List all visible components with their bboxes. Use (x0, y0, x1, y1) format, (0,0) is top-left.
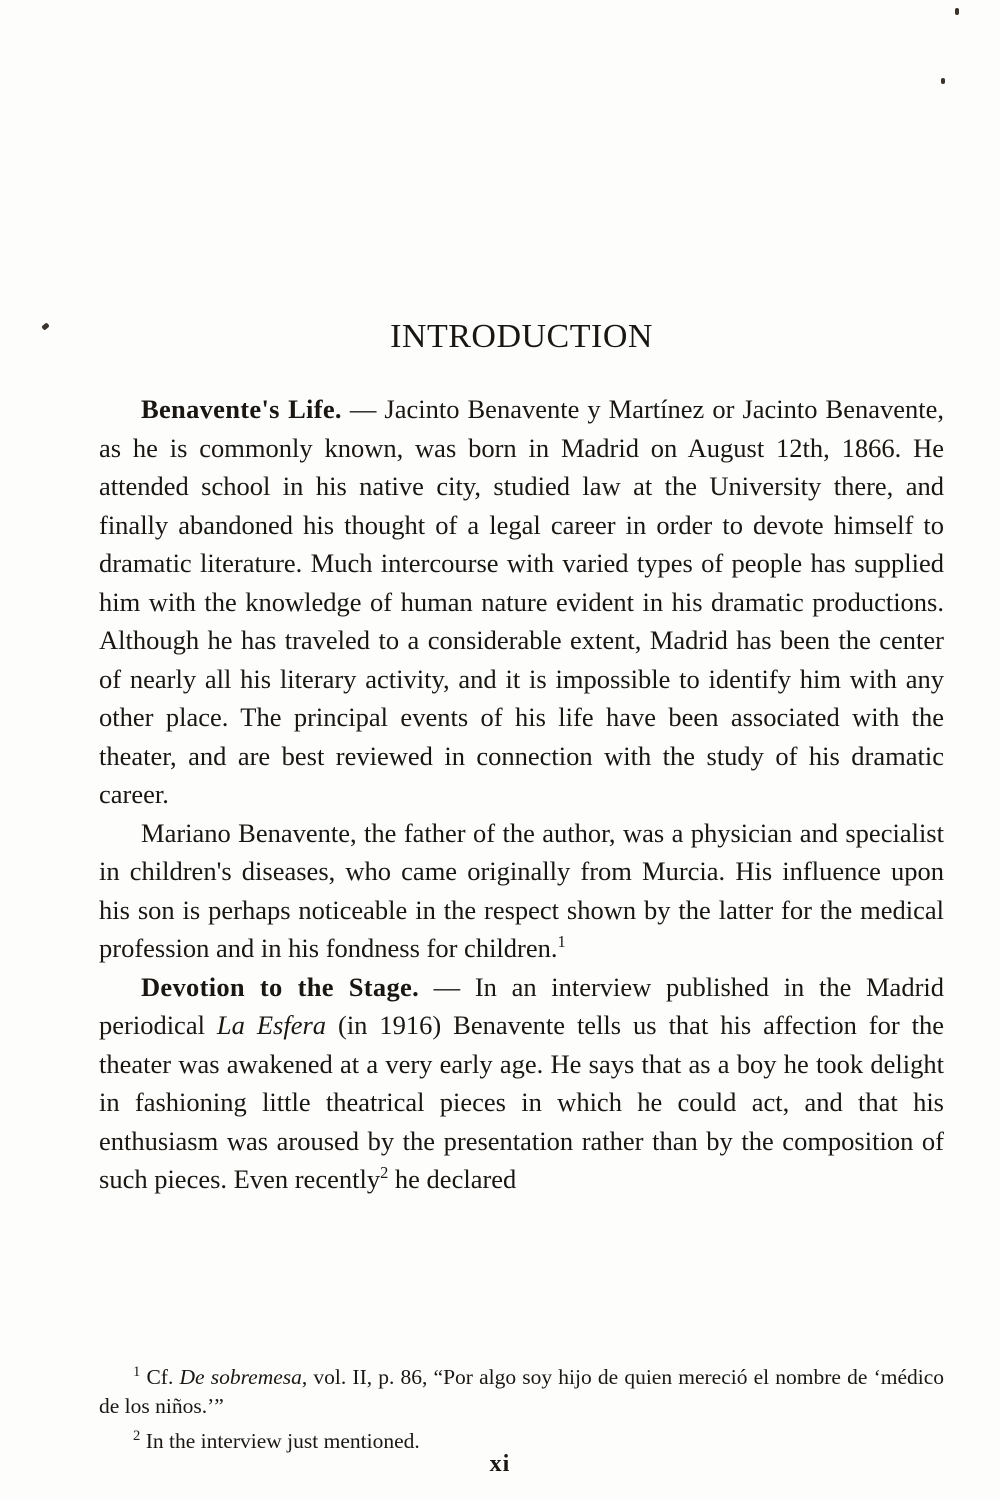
paragraph-devotion-to-the-stage (99, 968, 944, 1199)
paragraph-runhead: Devotion to the Stage. (141, 971, 420, 1002)
footnote-italic-title: De sobremesa (179, 1365, 302, 1389)
paper-speck-icon (941, 78, 945, 84)
paragraph-dash: — (341, 394, 385, 424)
paragraph-text: Mariano Benavente, the father of the author, was a physician and specialist in children's diseases, who came originally from Murcia. His influence upon his son is perhaps noticeable in the respect shown by the latter for the medical profession and in his fondness for children. (99, 817, 944, 963)
paragraph-text: Jacinto Benavente y Martínez or Jacinto Benavente, as he is commonly known, was born in Madrid on August 12th, 1866. He attended school in his native city, studied law at the University there, and finally abandoned his thought of a legal career in order to devote himself to dramatic literature. Much intercourse with varied types of people has supplied him with the knowledge of human nature evident in his dramatic productions. Although he has traveled to a considerable extent, Madrid has been the center of nearly all his literary activity, and it is impossible to identify him with any other place. The principal events of his life have been associated with the theater, and are best reviewed in connection with the study of his dramatic career. (99, 394, 944, 809)
paragraph-text: In an interview published in the Madrid periodical (99, 971, 945, 1040)
footnote-text-continued: , vol. II, p. 86, “Por algo soy hijo de quien mereció el nombre de ‘médico de los niños.’” (99, 1365, 945, 1418)
footnote-ref-2[interactable]: 2 (380, 1163, 389, 1183)
paragraph-runhead: Benavente's Life. (141, 394, 342, 424)
periodical-title: La Esfera (216, 1010, 327, 1040)
footnote-text: Cf. (146, 1365, 180, 1389)
paragraph-mariano-benavente (99, 814, 944, 968)
footnote-ref-1[interactable]: 1 (557, 932, 566, 952)
footnote-text: In the interview just mentioned. (145, 1429, 420, 1453)
footnote-area (99, 1363, 944, 1456)
body-text (99, 318, 944, 1199)
paragraph-text-tail: he declared (388, 1164, 517, 1194)
paragraph-benaventes-life (99, 390, 944, 814)
paragraph-dash: — (419, 971, 475, 1002)
page-title: INTRODUCTION (390, 318, 653, 355)
paper-speck-icon (41, 322, 50, 330)
footnote-marker: 1 (133, 1363, 141, 1380)
footnote-1 (99, 1363, 944, 1421)
footnote-marker: 2 (133, 1427, 141, 1444)
paper-speck-icon (955, 8, 959, 15)
paragraph-text-continued: (in 1916) Benavente tells us that his affection for the theater was awakened at a very early age. He says that as a boy he took delight in fashioning little theatrical pieces in which he could act, and that his enthusiasm was aroused by the presentation rather than by the composition of such pieces. Even recently (99, 1010, 944, 1194)
page-number: xi (489, 1451, 511, 1477)
